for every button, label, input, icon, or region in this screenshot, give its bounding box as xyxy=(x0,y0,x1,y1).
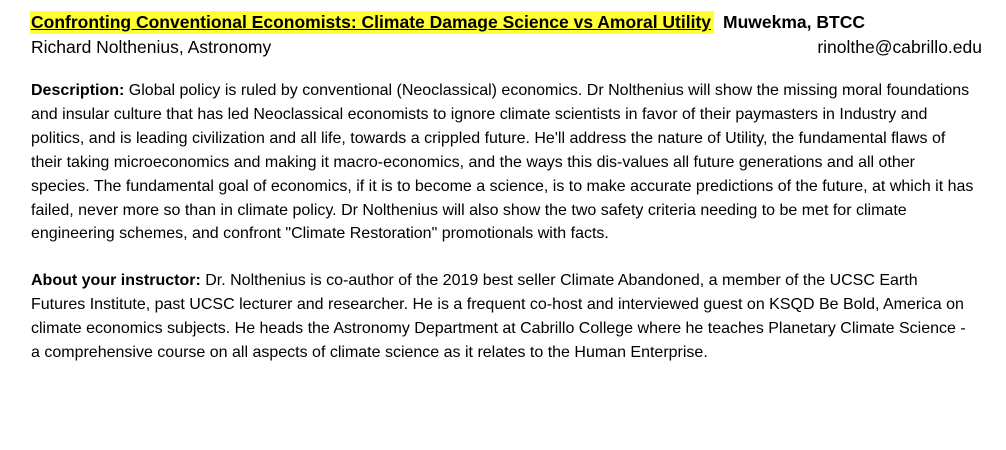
course-listing xyxy=(31,11,981,365)
about-instructor-label: About your instructor: xyxy=(31,272,201,290)
course-title: Confronting Conventional Economists: Climate Damage Science vs Amoral Utility xyxy=(30,11,714,34)
description-text: Global policy is ruled by conventional (Neoclassical) economics. Dr Nolthenius will show the missing moral foundations and insular culture that has led Neoclassical economists to ignore climate scientists in favor of their paymasters in Industry and politics, and is leading civilization and all life, towards a crippled future. He'll address the nature of Utility, the fundamental flaws of their taking microeconomics and making it macro-economics, and the ways this dis-values all future generations and all other species. The fundamental goal of economics, if it is to become a science, is to make accurate predictions of the future, at which it has failed, never more so than in climate policy. Dr Nolthenius will also show the two safety criteria needing to be met for climate engineering schemes, and confront "Climate Restoration" promotionals with facts. xyxy=(31,82,974,243)
description-section xyxy=(31,79,976,246)
about-instructor-text: Dr. Nolthenius is co-author of the 2019 best seller Climate Abandoned, a member of the UCSC Earth Futures Institute, past UCSC lecturer and researcher. He is a frequent co-host and interviewed guest on KSQD Be Bold, America on climate economics subjects. He heads the Astronomy Department at Cabrillo College where he teaches Planetary Climate Science - a comprehensive course on all aspects of climate science as it relates to the Human Enterprise. xyxy=(31,272,966,362)
course-location: Muwekma, BTCC xyxy=(723,12,865,32)
about-instructor-section xyxy=(31,269,976,365)
course-header xyxy=(31,11,981,34)
instructor-email: rinolthe@cabrillo.edu xyxy=(817,37,982,57)
instructor-name: Richard Nolthenius, Astronomy xyxy=(31,37,272,57)
instructor-contact-row xyxy=(31,36,981,59)
description-label: Description: xyxy=(31,82,125,99)
